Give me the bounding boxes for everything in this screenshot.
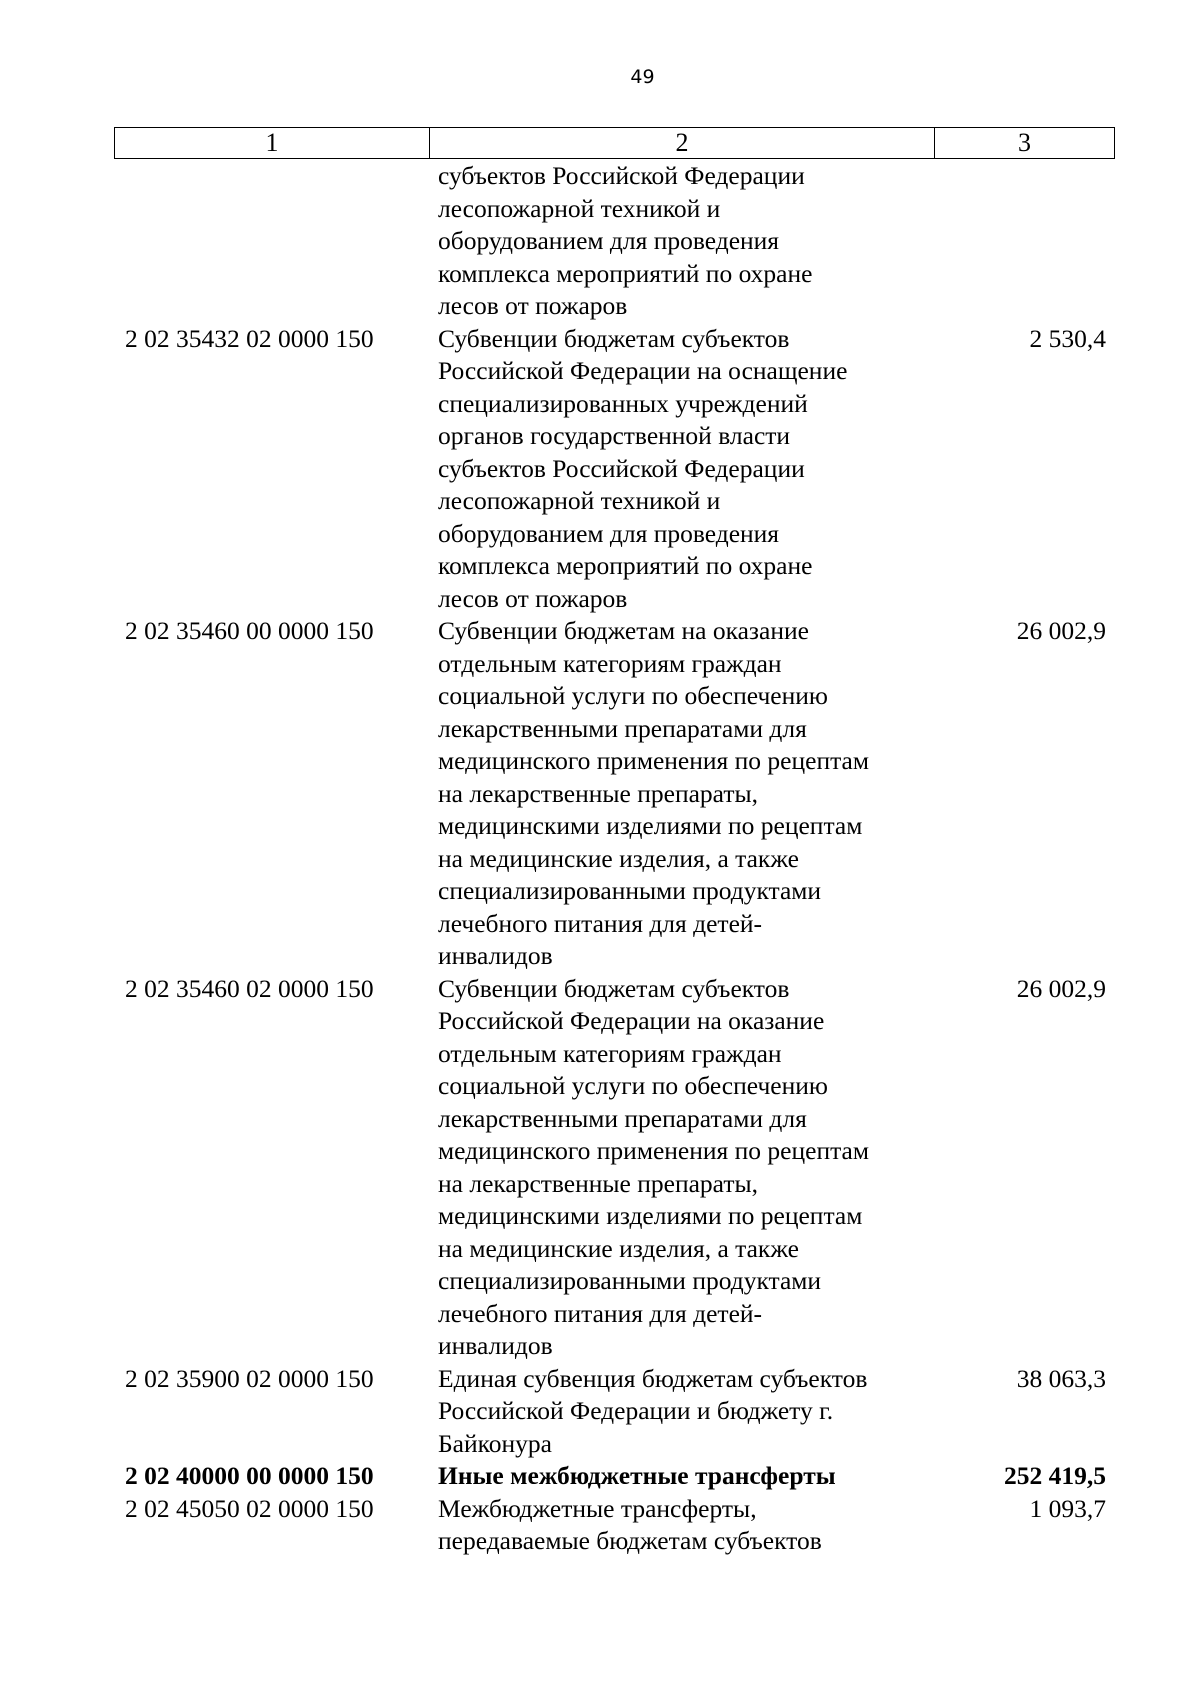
row-description bbox=[438, 1460, 928, 1493]
description-line: медицинскими изделиями по рецептам bbox=[438, 1201, 863, 1230]
description-line: оборудованием для проведения bbox=[438, 226, 780, 255]
table-row bbox=[0, 160, 1200, 323]
description-line: лесопожарной техникой и bbox=[438, 193, 721, 223]
row-description bbox=[438, 323, 928, 616]
row-code: 2 02 40000 00 0000 150 bbox=[125, 1461, 374, 1490]
description-line: Субвенции бюджетам субъектов bbox=[438, 323, 790, 353]
table-row bbox=[0, 1363, 1200, 1461]
row-amount: 26 002,9 bbox=[1016, 973, 1106, 1003]
description-line: Российской Федерации на оказание bbox=[438, 1006, 825, 1035]
row-amount: 26 002,9 bbox=[1016, 616, 1106, 645]
description-line: на медицинские изделия, а также bbox=[438, 843, 799, 873]
description-line: субъектов Российской Федерации bbox=[438, 453, 805, 483]
table-row bbox=[0, 973, 1200, 1363]
header-cell-description: 2 bbox=[430, 128, 935, 158]
description-line: специализированными продуктами bbox=[438, 1266, 822, 1295]
table-row bbox=[0, 615, 1200, 973]
description-line: комплекса мероприятий по охране bbox=[438, 258, 813, 288]
row-description bbox=[438, 973, 928, 1363]
description-line: передаваемые бюджетам субъектов bbox=[438, 1526, 822, 1555]
description-line: специализированных учреждений bbox=[438, 388, 808, 418]
table-row bbox=[0, 1460, 1200, 1493]
budget-table-body bbox=[0, 160, 1200, 1558]
description-line: социальной услуги по обеспечению bbox=[438, 1071, 828, 1100]
description-line: Иные межбюджетные трансферты bbox=[438, 1461, 836, 1490]
description-line: лечебного питания для детей- bbox=[438, 1298, 763, 1328]
description-line: Российской Федерации на оснащение bbox=[438, 356, 848, 385]
row-code: 2 02 35460 00 0000 150 bbox=[125, 616, 374, 645]
description-line: инвалидов bbox=[438, 941, 553, 970]
description-line: медицинского применения по рецептам bbox=[438, 1136, 870, 1165]
description-line: лекарственными препаратами для bbox=[438, 713, 807, 743]
row-code: 2 02 35460 02 0000 150 bbox=[125, 973, 374, 1003]
description-line: медицинского применения по рецептам bbox=[438, 746, 870, 775]
description-line: отдельным категориям граждан bbox=[438, 648, 782, 678]
description-line: Единая субвенция бюджетам субъектов bbox=[438, 1363, 868, 1393]
description-line: лесов от пожаров bbox=[438, 291, 628, 320]
table-row bbox=[0, 323, 1200, 616]
row-code: 2 02 45050 02 0000 150 bbox=[125, 1493, 374, 1523]
description-line: лесопожарной техникой и bbox=[438, 486, 721, 515]
row-description bbox=[438, 160, 928, 323]
description-line: субъектов Российской Федерации bbox=[438, 161, 805, 190]
row-description bbox=[438, 1363, 928, 1461]
page-number: 49 bbox=[630, 66, 655, 88]
row-amount: 1 093,7 bbox=[1029, 1493, 1106, 1523]
description-line: органов государственной власти bbox=[438, 421, 791, 450]
description-line: Субвенции бюджетам на оказание bbox=[438, 616, 809, 645]
table-header bbox=[114, 127, 1115, 159]
description-line: лекарственными препаратами для bbox=[438, 1103, 807, 1133]
description-line: на лекарственные препараты, bbox=[438, 778, 758, 808]
row-code: 2 02 35432 02 0000 150 bbox=[125, 323, 374, 353]
row-amount: 38 063,3 bbox=[1016, 1363, 1106, 1393]
description-line: специализированными продуктами bbox=[438, 876, 822, 905]
row-amount: 252 419,5 bbox=[1004, 1461, 1106, 1490]
header-cell-amount: 3 bbox=[1018, 128, 1031, 157]
description-line: комплекса мероприятий по охране bbox=[438, 551, 813, 580]
description-line: оборудованием для проведения bbox=[438, 518, 780, 548]
description-line: Субвенции бюджетам субъектов bbox=[438, 973, 790, 1003]
description-line: медицинскими изделиями по рецептам bbox=[438, 811, 863, 840]
row-description bbox=[438, 1493, 928, 1558]
description-line: Российской Федерации и бюджету г. bbox=[438, 1396, 834, 1425]
row-code: 2 02 35900 02 0000 150 bbox=[125, 1363, 374, 1393]
row-description bbox=[438, 615, 928, 973]
table-row bbox=[0, 1493, 1200, 1558]
description-line: инвалидов bbox=[438, 1331, 553, 1360]
description-line: Межбюджетные трансферты, bbox=[438, 1493, 757, 1523]
description-line: лечебного питания для детей- bbox=[438, 908, 763, 938]
description-line: лесов от пожаров bbox=[438, 583, 628, 613]
description-line: отдельным категориям граждан bbox=[438, 1038, 782, 1068]
description-line: на лекарственные препараты, bbox=[438, 1168, 758, 1198]
description-line: на медицинские изделия, а также bbox=[438, 1233, 799, 1263]
description-line: социальной услуги по обеспечению bbox=[438, 681, 828, 710]
header-cell-code: 1 bbox=[115, 128, 430, 158]
row-amount: 2 530,4 bbox=[1029, 323, 1106, 353]
description-line: Байконура bbox=[438, 1428, 552, 1458]
